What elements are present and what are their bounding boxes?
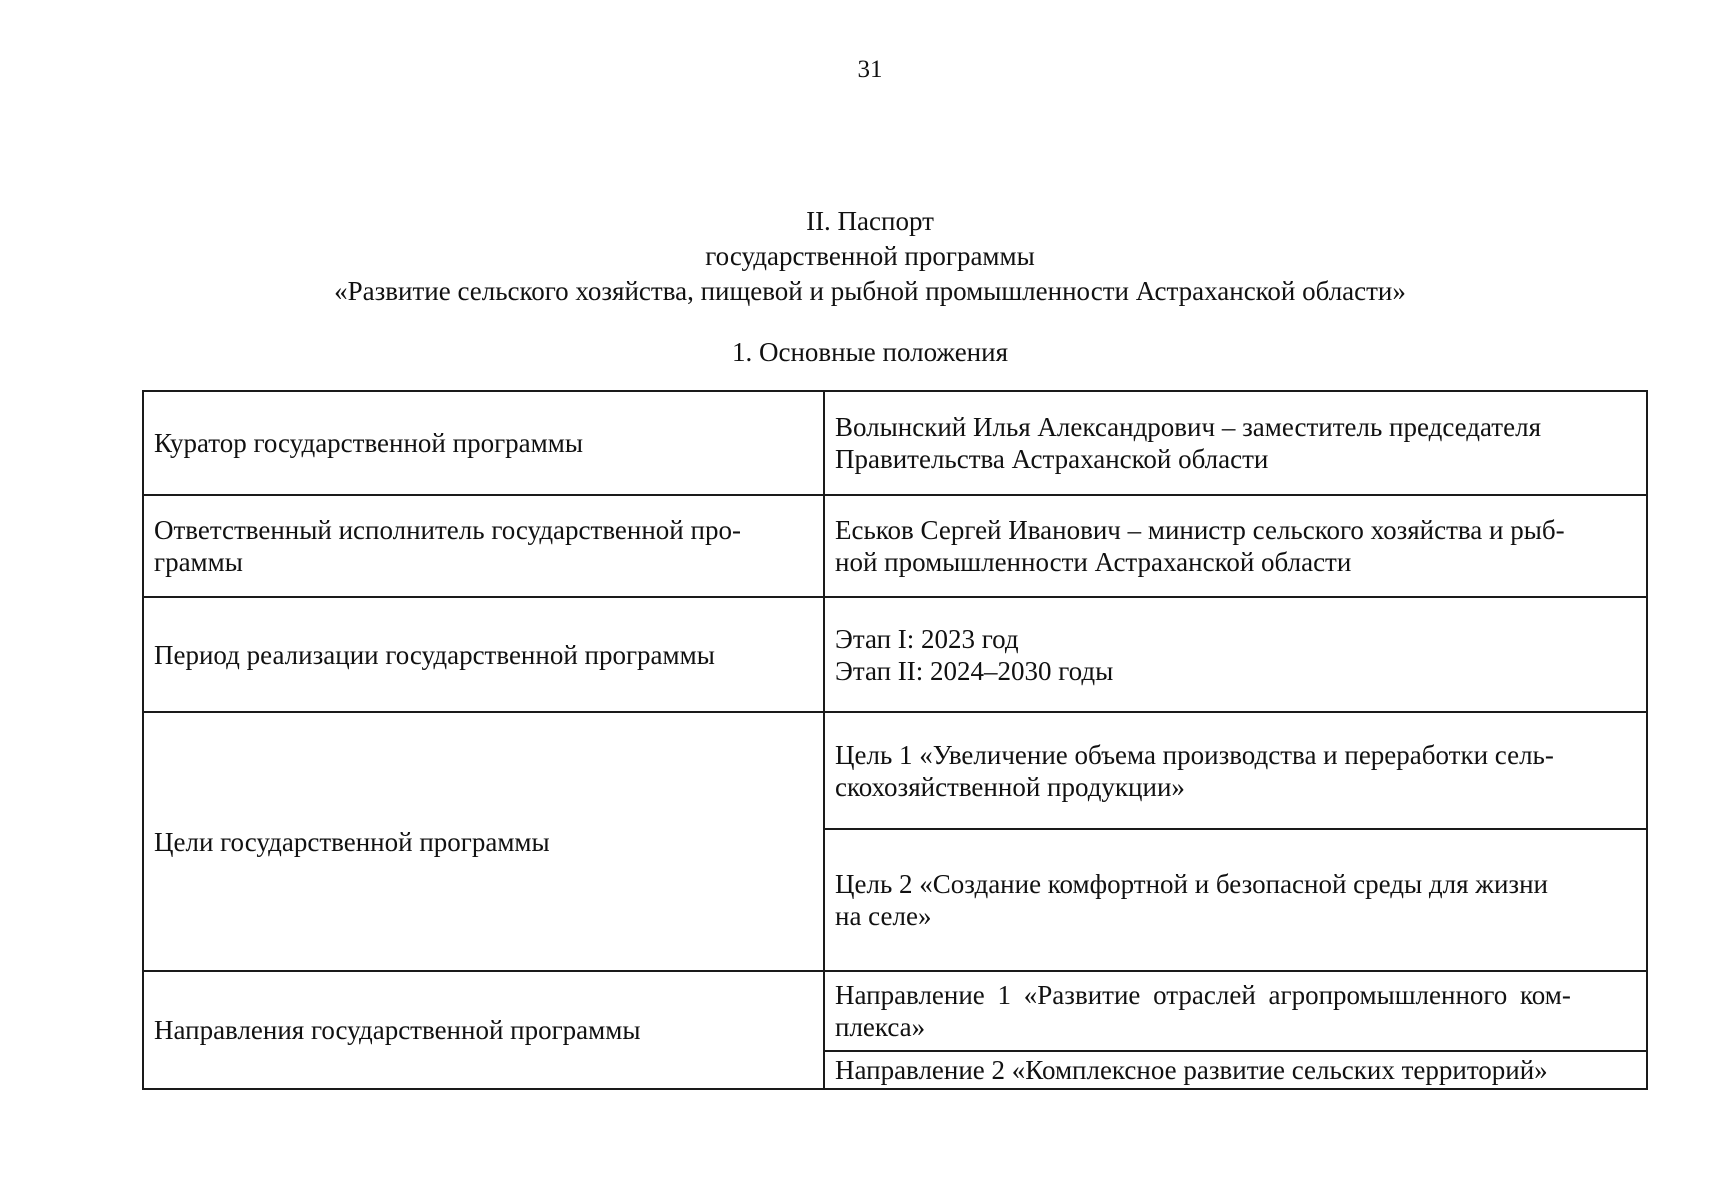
direction-2-text: Направление 2 «Комплексное развитие сельских территорий» <box>835 1055 1548 1085</box>
executor-label-line-1: Ответственный исполнитель государственной про- <box>154 515 741 545</box>
direction-2 <box>824 1051 1647 1089</box>
heading-line-2: государственной программы <box>705 241 1035 271</box>
executor-value <box>824 495 1647 597</box>
direction-1-line-1: Направление 1 «Развитие отраслей агропромышленного ком- <box>835 980 1571 1010</box>
goal-1-line-1: Цель 1 «Увеличение объема производства и переработки сель- <box>835 739 1554 770</box>
directions-label: Направления государственной программы <box>143 971 824 1089</box>
goals-label: Цели государственной программы <box>143 712 824 971</box>
executor-value-line-1: Еськов Сергей Иванович – министр сельского хозяйства и рыб- <box>835 515 1565 545</box>
passport-table <box>142 390 1648 1090</box>
document-heading <box>0 204 1723 309</box>
goal-2-line-2: на селе» <box>835 901 932 931</box>
direction-1-line-2: плекса» <box>835 1012 926 1042</box>
executor-label-line-2: граммы <box>154 547 243 577</box>
table-row-goals <box>143 712 1647 829</box>
curator-value <box>824 391 1647 495</box>
table-row-curator <box>143 391 1647 495</box>
period-label: Период реализации государственной программы <box>143 597 824 712</box>
period-stage-1: Этап I: 2023 год <box>835 623 1019 654</box>
curator-value-line-1: Волынский Илья Александрович – заместитель председателя <box>835 412 1541 442</box>
section-title: 1. Основные положения <box>732 337 1008 367</box>
executor-label <box>143 495 824 597</box>
curator-value-line-2: Правительства Астраханской области <box>835 444 1269 474</box>
period-value <box>824 597 1647 712</box>
goal-2 <box>824 829 1647 971</box>
executor-value-line-2: ной промышленности Астраханской области <box>835 547 1352 577</box>
goal-1-line-2: скохозяйственной продукции» <box>835 771 1185 802</box>
curator-label: Куратор государственной программы <box>143 391 824 495</box>
direction-1 <box>824 971 1647 1051</box>
table-row-directions <box>143 971 1647 1051</box>
heading-line-1: II. Паспорт <box>806 206 934 236</box>
table-row-period <box>143 597 1647 712</box>
heading-line-3: «Развитие сельского хозяйства, пищевой и рыбной промышленности Астраханской области» <box>334 276 1406 306</box>
page-number: 31 <box>857 56 883 83</box>
period-stage-2: Этап II: 2024–2030 годы <box>835 655 1114 686</box>
goal-2-line-1: Цель 2 «Создание комфортной и безопасной среды для жизни <box>835 869 1548 899</box>
table-row-executor <box>143 495 1647 597</box>
goal-1 <box>824 712 1647 829</box>
